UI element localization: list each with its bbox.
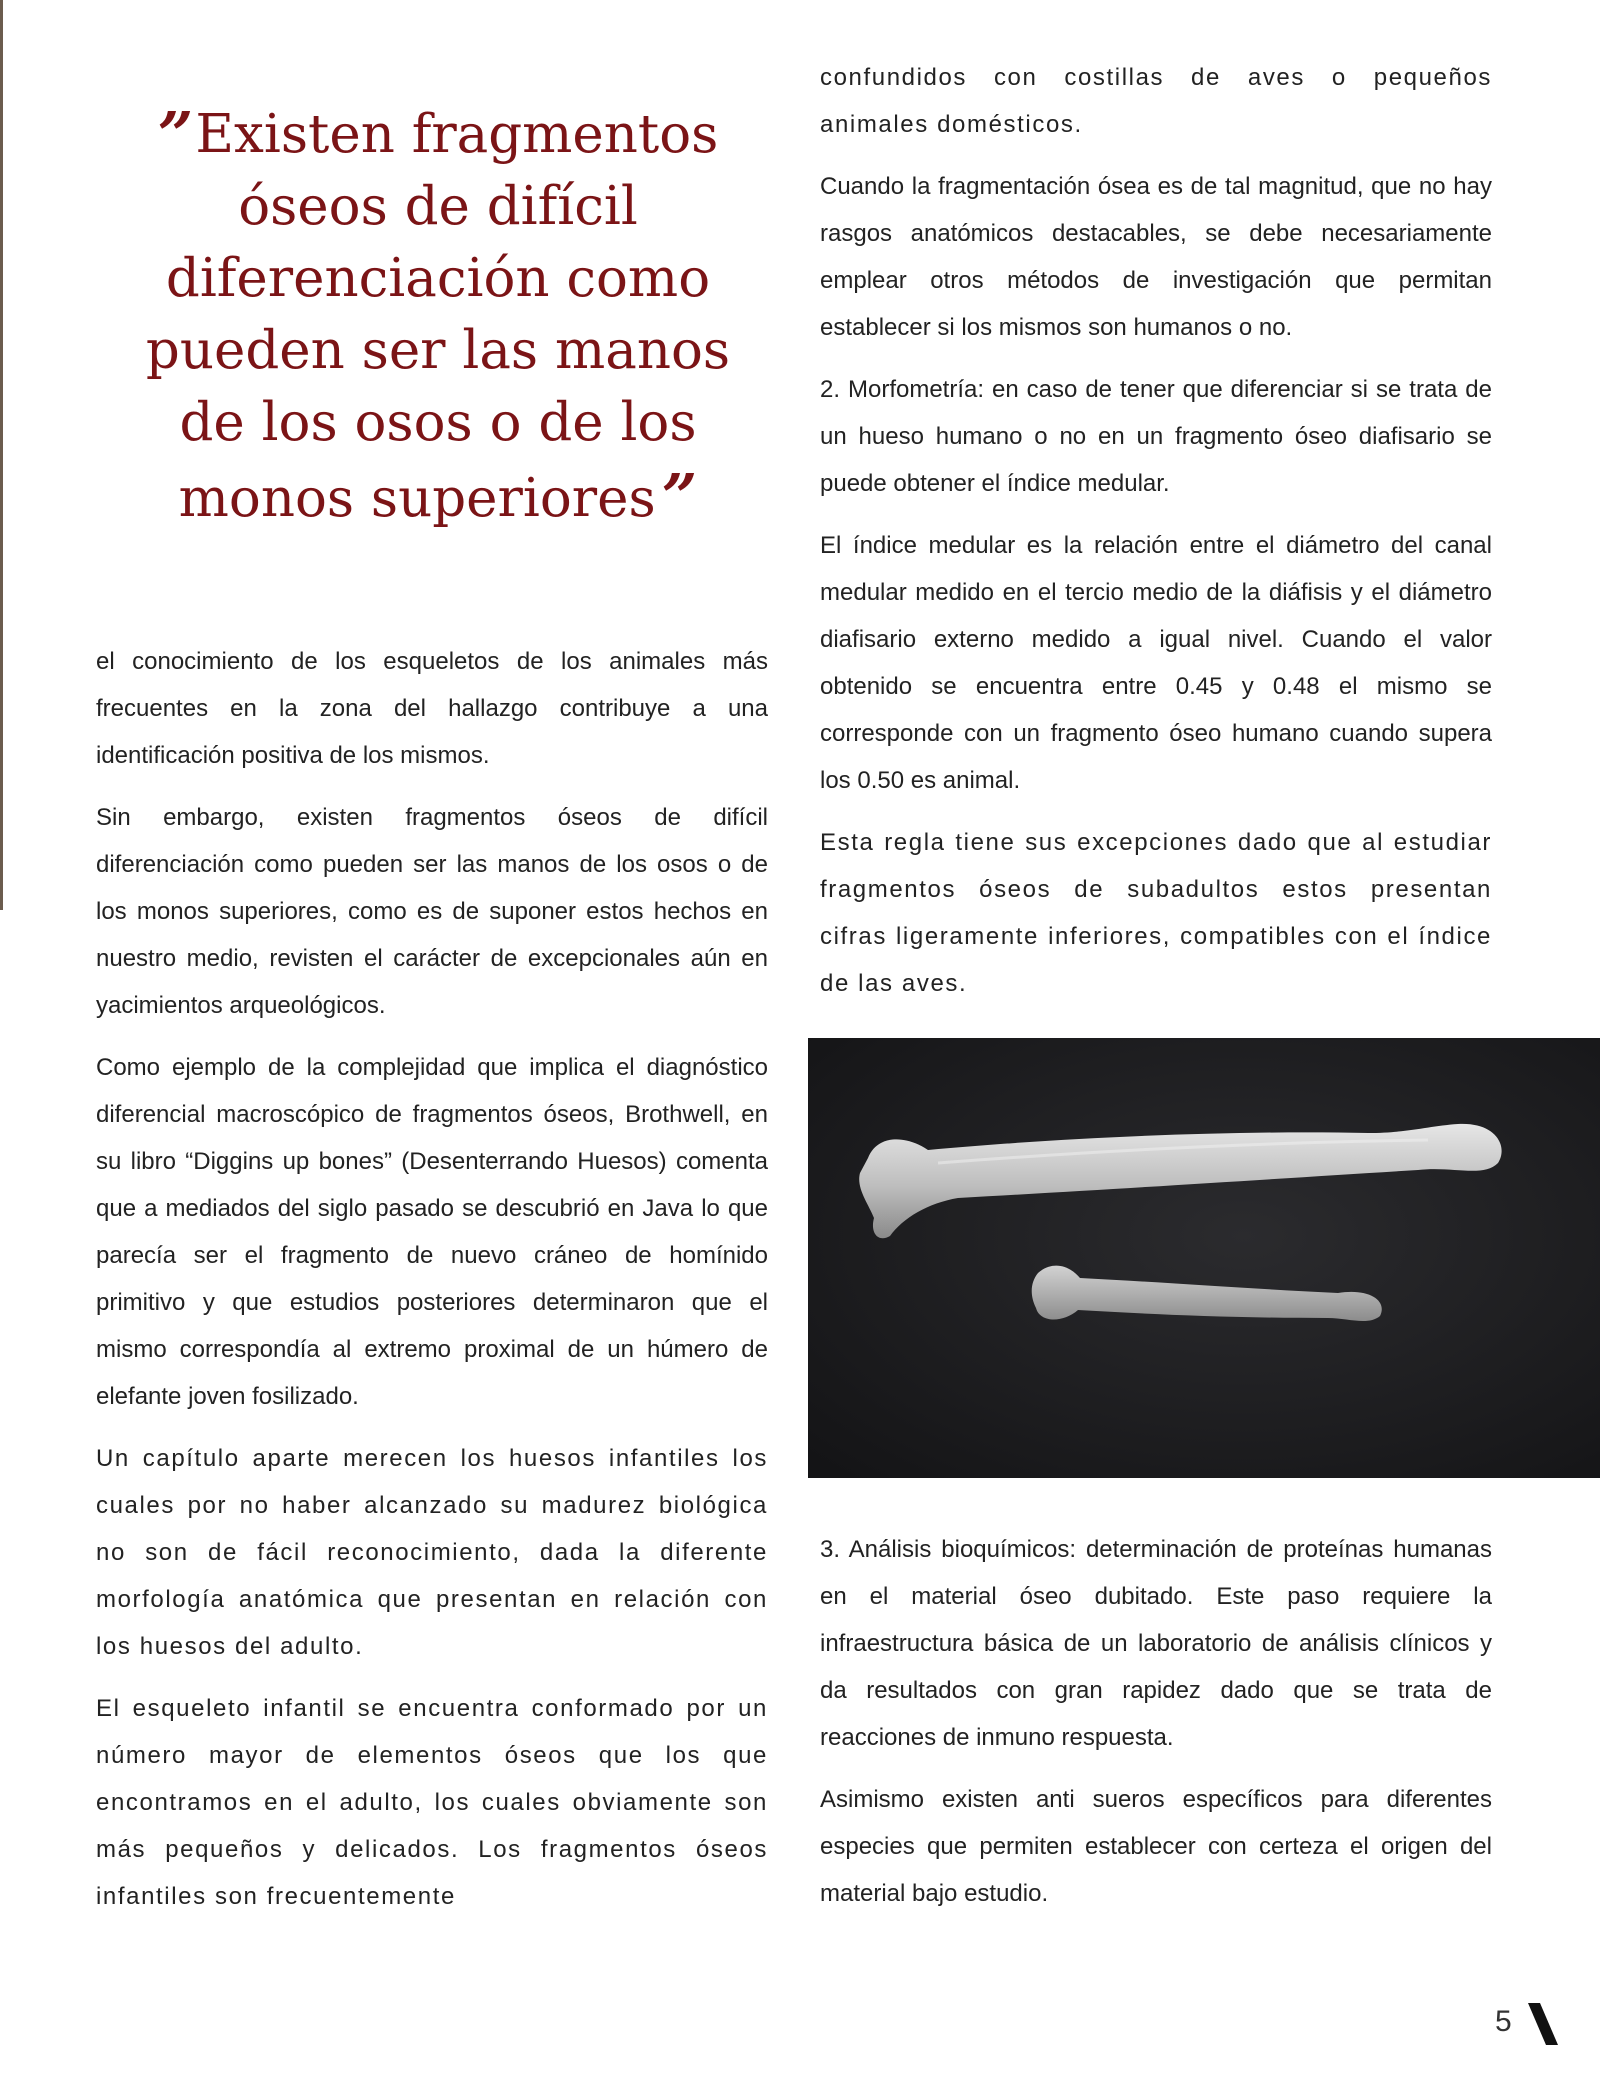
open-quote-mark: ”	[157, 98, 194, 171]
right-column-bottom	[820, 1526, 1492, 1932]
right-column-top	[820, 54, 1492, 1022]
page-mark-icon	[1528, 2003, 1558, 2045]
paragraph: 2. Morfometría: en caso de tener que diferenciar si se trata de un hueso humano o no en un fragmento óseo diafisario se puede obtener el índice medular.	[820, 376, 1492, 497]
paragraph: 3. Análisis bioquímicos: determinación de proteínas humanas en el material óseo dubitado. Este paso requiere la infraestructura básica de un laboratorio de análisis clínicos y da resultados con gran rapidez dado que se trata de reacciones de inmuno respuesta.	[820, 1536, 1492, 1751]
close-quote-mark: ”	[661, 460, 698, 533]
paragraph: Asimismo existen anti sueros específicos para diferentes especies que permiten establecer con certeza el origen del material bajo estudio.	[820, 1786, 1492, 1907]
left-column	[96, 638, 768, 1935]
paragraph: Sin embargo, existen fragmentos óseos de difícil diferenciación como pueden ser las manos de los osos o de los monos superiores, como es de suponer estos hechos en nuestro medio, revisten el carácter de excepcionales aún en yacimientos arqueológicos.	[96, 804, 768, 1019]
paragraph: El esqueleto infantil se encuentra conformado por un número mayor de elementos óseos que los que encontramos en el adulto, los cuales obviamente son más pequeños y delicados. Los fragmentos óseos infantiles son frecuentemente	[96, 1695, 768, 1910]
page-edge-bar	[0, 0, 3, 910]
pull-quote-text: Existen fragmentos óseos de difícil diferenciación como pueden ser las manos de los osos o de los monos superiores	[145, 104, 731, 529]
paragraph: El índice medular es la relación entre el diámetro del canal medular medido en el tercio medio de la diáfisis y el diámetro diafisario externo medido a igual nivel. Cuando el valor obtenido se encuentra entre 0.45 y 0.48 el mismo se corresponde con un fragmento óseo humano cuando supera los 0.50 es animal.	[820, 532, 1492, 794]
page-number: 5	[1495, 2005, 1512, 2038]
paragraph: Un capítulo aparte merecen los huesos infantiles los cuales por no haber alcanzado su madurez biológica no son de fácil reconocimiento, dada la diferente morfología anatómica que presentan en relación con los huesos del adulto.	[96, 1445, 768, 1660]
bones-illustration	[808, 1038, 1600, 1478]
paragraph: confundidos con costillas de aves o pequeños animales domésticos.	[820, 64, 1492, 138]
bones-photo	[808, 1038, 1600, 1478]
paragraph: Esta regla tiene sus excepciones dado que al estudiar fragmentos óseos de subadultos estos presentan cifras ligeramente inferiores, compatibles con el índice de las aves.	[820, 829, 1492, 997]
paragraph: Como ejemplo de la complejidad que implica el diagnóstico diferencial macroscópico de fragmentos óseos, Brothwell, en su libro “Diggins up bones” (Desenterrando Huesos) comenta que a mediados del siglo pasado se descubrió en Java lo que parecía ser el fragmento de nuevo cráneo de homínido primitivo y que estudios posteriores determinaron que el mismo correspondía al extremo proximal de un húmero de elefante joven fosilizado.	[96, 1054, 768, 1410]
paragraph: el conocimiento de los esqueletos de los animales más frecuentes en la zona del hallazgo contribuye a una identificación positiva de los mismos.	[96, 648, 768, 769]
paragraph: Cuando la fragmentación ósea es de tal magnitud, que no hay rasgos anatómicos destacables, se debe necesariamente emplear otros métodos de investigación que permitan establecer si los mismos son humanos o no.	[820, 173, 1492, 341]
pull-quote	[118, 95, 758, 535]
